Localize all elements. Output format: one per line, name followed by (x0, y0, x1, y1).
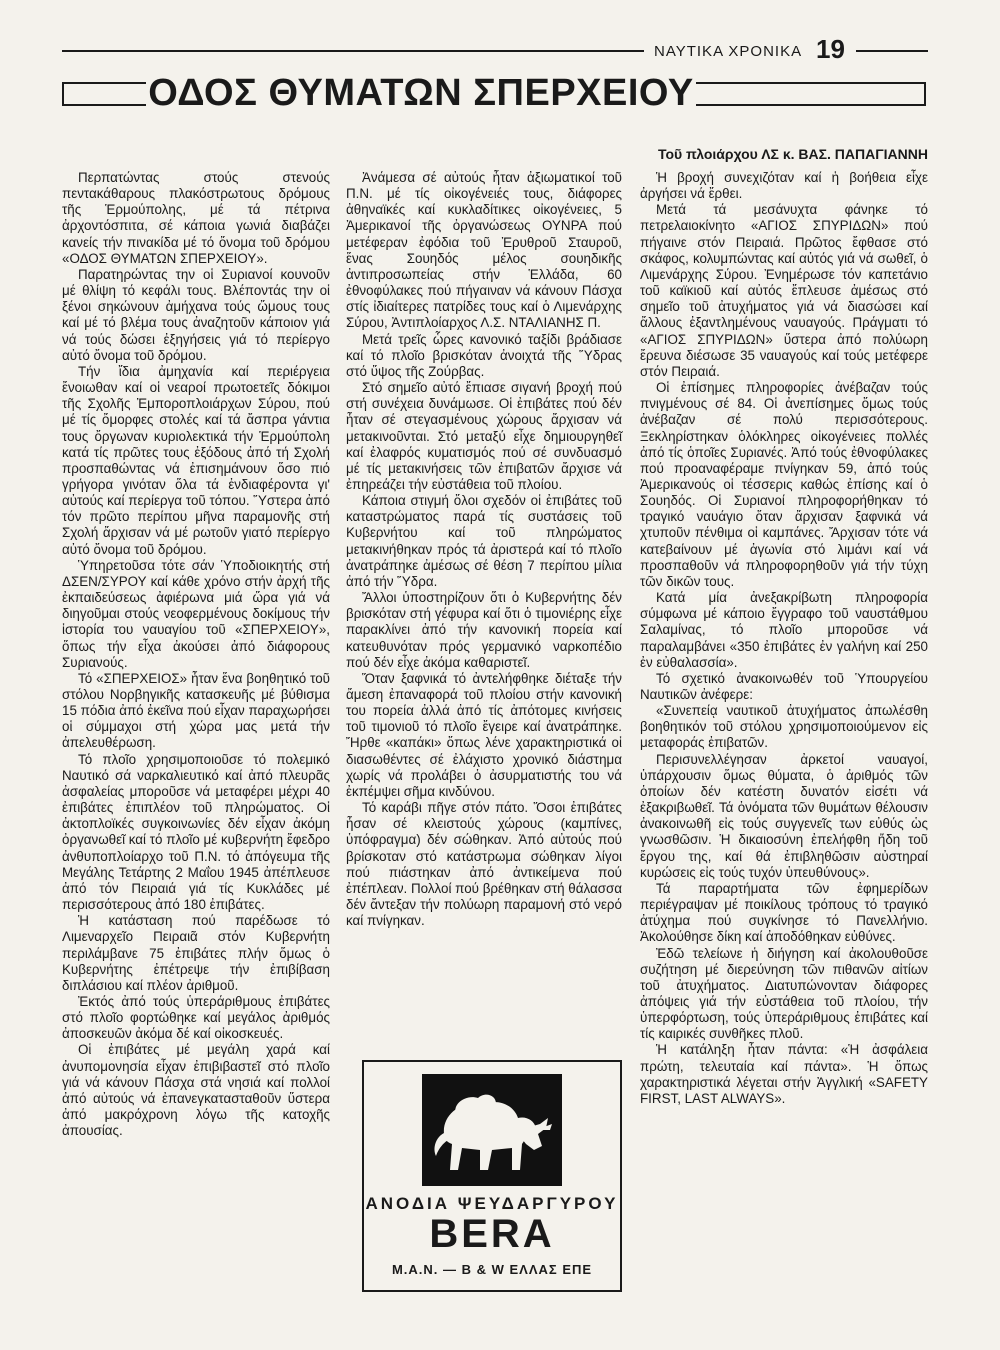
article-column-2 (346, 170, 622, 929)
paragraph: Μετά τά μεσάνυχτα φάνηκε τό πετρελαιοκίνητο «ΑΓΙΟΣ ΣΠΥΡΙΔΩΝ» πού πήγαινε στόν Πειραιά. Πρῶτος ἔφθασε στό σκάφος, κολυμπώντας καί αὐτός γιά νά σωθεῖ, ὁ Λιμενάρχης Σύρου. Ἐνημέρωσε τόν καπετάνιο τοῦ καϊκιοῦ καί αὐτός ἔπλευσε ἀμέσως στό σημεῖο τοῦ ἀτυχήματος γιά νά διασώσει καί ἄλλους ἐξαντλημένους ναυαγούς. Πράγματι τό «ΑΓΙΟΣ ΣΠΥΡΙΔΩΝ» ὕστερα ἀπό πολύωρη ἔρευνα διέσωσε 35 ναυαγούς καί τούς μετέφερε στόν Πειραιά. (640, 202, 928, 379)
paragraph: Τό σχετικό ἀνακοινωθέν τοῦ Ὑπουργείου Ναυτικῶν ἀνέφερε: (640, 670, 928, 702)
paragraph: Τό καράβι πῆγε στόν πάτο. Ὅσοι ἐπιβάτες ἦσαν σέ κλειστούς χώρους (καμπίνες, ὑπόφραγμα) δέν σώθηκαν. Ἀπό αὐτούς πού βρίσκοταν στό κατάστρωμα σώθηκαν λίγοι πού πιάστηκαν ἀπό ἀντικείμενα πού ἐπέπλεαν. Πολλοί πού βρέθηκαν στή θάλασσα δέν ἄντεξαν τήν πολύωρη παραμονή στό νερό καί πνίγηκαν. (346, 800, 622, 929)
paragraph: Ἡ βροχή συνεχιζόταν καί ἡ βοήθεια εἶχε ἀργήσει νά ἔρθει. (640, 170, 928, 202)
ad-brand-name: BERA (429, 1212, 555, 1256)
paragraph: Ὑπηρετοῦσα τότε σάν Ὑποδιοικητής στή ΔΣΕΝ/ΣΥΡΟΥ καί κάθε χρόνο στήν ἀρχή τῆς ἐκπαιδεύσεως ἀφιέρωνα μιά ὥρα γιά νά διηγοῦμαι στούς νεοφερμένους δοκίμους τήν ἱστορία του ναυαγίου τοῦ «ΣΠΕΡΧΕΙΟΥ», ὅπως τήν εἶχα ἀκούσει ἀπό διάφορους Συριανούς. (62, 557, 330, 670)
magazine-name: ΝΑΥΤΙΚΑ ΧΡΟΝΙΚΑ (654, 43, 803, 60)
paragraph: Ὅταν ξαφνικά τό ἀντελήφθηκε διέταξε τήν ἄμεση ἐπαναφορά τοῦ πλοίου στήν κανονική του πορεία ἀλλά ἀπό τίς ἀπότομες κινήσεις τοῦ τιμονιοῦ τό πλοῖο ἔγειρε καί ἀνατράπηκε. Ἤρθε «καπάκι» ὅπως λένε χαρακτηριστικά οἱ διασωθέντες σέ ἐλάχιστο χρονικό διάστημα χωρίς νά προλάβει ὁ ἀσυρματιστής του νά ἐκπέμψει σῆμα κινδύνου. (346, 670, 622, 799)
paragraph: Μετά τρεῖς ὧρες κανονικό ταξίδι βράδιασε καί τό πλοῖο βρισκόταν ἀνοιχτά τῆς Ὕδρας στό ὕψος τῆς Ζούρβας. (346, 331, 622, 379)
article-column-3 (640, 170, 928, 1107)
paragraph: Οἱ ἐπιβάτες μέ μεγάλη χαρά καί ἀνυπομονησία εἶχαν ἐπιβιβαστεῖ στό πλοῖο γιά νά κάνουν Πάσχα στά νησιά καί πολλοί ἀπό αὐτούς νά ἐπανεγκατασταθοῦν ὕστερα ἀπό μακρόχρονη λόγω τῆς κατοχῆς ἀπουσίας. (62, 1042, 330, 1139)
paragraph: Τό πλοῖο χρησιμοποιοῦσε τό πολεμικό Ναυτικό σά ναρκαλιευτικό καί ἀπό πλευρᾶς ἀσφαλείας μποροῦσε νά μεταφέρει μέχρι 40 ἐπιβάτες ἐπιπλέον τοῦ πληρώματος. Οἱ ἀκτοπλοϊκές συγκοινωνίες δέν εἶχαν ἀκόμη ὀργανωθεῖ καί τό πλοῖο μέ κυβερνήτη ἔφεδρο ἀνθυποπλοίαρχο τοῦ Π.Ν. τό ἀπόγευμα τῆς Μεγάλης Τετάρτης 2 Μαΐου 1945 ἀπέπλευσε ἀπό τόν Πειραιά γιά τίς Κυκλάδες μέ περισσότερους ἀπό 180 ἐπιβάτες. (62, 751, 330, 913)
paragraph: Ἐδῶ τελείωνε ἡ διήγηση καί ἀκολουθοῦσε συζήτηση μέ διερεύνηση τῶν πιθανῶν αἰτίων τοῦ ἀτυχήματος. Διατυπώνονταν διάφορες ἀπόψεις γιά τήν εὐστάθεια τοῦ πλοίου, τήν ὑπερφόρτωση, τούς ὑπεράριθμους ἐπιβάτες καί τίς καιρικές συνθῆκες πλοῦ. (640, 945, 928, 1042)
paragraph: Οἱ ἐπίσημες πληροφορίες ἀνέβαζαν τούς πνιγμένους σέ 84. Οἱ ἀνεπίσημες ὅμως τούς ἀνέβαζαν σέ πολύ περισσότερους. Ξεκληρίστηκαν ὁλόκληρες οἰκογένειες πολλές ἀπό τίς ὁποῖες Συριανές. Ἀπό τούς ἐθνοφύλακες πού προαναφέραμε πνίγηκαν 59, ἀπό τούς Ἀμερικανούς οἱ τέσσερις καθώς ἐπίσης καί ὁ Σουηδός. Οἱ Συριανοί πληροφορήθηκαν τό τραγικό ναυάγιο ὅταν ἄρχισαν ξαφνικά νά χτυποῦν πένθιμα οἱ καμπάνες. Ἄρχισαν τότε νά κατεβαίνουν μέ ἀγωνία στό λιμάνι καί νά προσπαθοῦν νά πληροφορηθοῦν γιά τήν τύχη τῶν δικῶν τους. (640, 380, 928, 589)
ad-company-name: Μ.Α.Ν. — Β & W ΕΛΛΑΣ ΕΠΕ (391, 1262, 593, 1277)
paragraph: Τά παραρτήματα τῶν ἐφημερίδων περιέγραψαν μέ ποικίλους τρόπους τό τραγικό ἀτύχημα πού συγκίνησε τό Πανελλήνιο. Ἀκολούθησε δίκη καί ἀποδόθηκαν εὐθύνες. (640, 880, 928, 945)
paragraph: Ἐκτός ἀπό τούς ὑπεράριθμους ἐπιβάτες στό πλοῖο φορτώθηκε καί μεγάλος ἀριθμός ἀποσκευῶν ἀκόμα δέ καί οἰκοσκευές. (62, 993, 330, 1042)
page-header (62, 34, 928, 70)
paragraph: Ἡ κατάσταση πού παρέδωσε τό Λιμεναρχεῖο Πειραιᾶ στόν Κυβερνήτη περιλάμβανε 75 ἐπιβάτες πλήν ὅμως ὁ Κυβερνήτης ἐπέτρεψε τήν ἐπιβίβαση διπλάσιου καί πλέον ἀριθμοῦ. (62, 913, 330, 993)
lion-and-bull-logo-icon (422, 1074, 562, 1186)
paragraph: «Συνεπείᾳ ναυτικοῦ ἀτυχήματος ἀπωλέσθη βοηθητικόν τοῦ στόλου χρησιμοποιούμενον εἰς μεταφοράς ἐπιβατῶν. (640, 703, 928, 751)
article-title-banner (62, 72, 928, 118)
paragraph: Ἡ κατάληξη ἦταν πάντα: «Ἡ ἀσφάλεια πρώτη, τελευταία καί πάντα». Ἡ ὅπως χαρακτηριστικά λέγεται στήν Ἀγγλική «SAFETY FIRST, LAST ALWAYS». (640, 1042, 928, 1106)
article-column-1 (62, 170, 330, 1139)
header-rule-right (856, 50, 928, 52)
title-frame-right (696, 82, 926, 106)
paragraph: Παρατηρώντας την οἱ Συριανοί κουνοῦν μέ θλίψη τό κεφάλι τους. Βλέποντάς την οἱ ξένοι σηκώνουν ἀμήχανα τούς ὤμους τους καί μέ τό βλέμα τους ἀναζητοῦν κάποιον γιά νά τούς δώσει ἐξηγήσεις γιά τό περίεργο αὐτό ὄνομα τοῦ δρόμου. (62, 266, 330, 363)
paragraph: Ἀνάμεσα σέ αὐτούς ἦταν ἀξιωματικοί τοῦ Π.Ν. μέ τίς οἰκογένειές τους, διάφορες ἀθηναϊκές καί κυκλαδίτικες οἰκογένειες, 5 Ἀμερικανοί τῆς ὀργανώσεως ΟΥΝΡΑ πού μετέφεραν ἐφόδια τοῦ Ἐρυθροῦ Σταυροῦ, ἕνας Σουηδός μέλος σουηδικῆς ἀντιπροσωπείας στήν Ἑλλάδα, 60 ἐθνοφύλακες πού πήγαιναν νά κάνουν Πάσχα στίς ἰδιαίτερες πατρίδες τους καί ὁ Λιμενάρχης Σύρου, Ἀντιπλοίαρχος Λ.Σ. ΝΤΑΛΙΑΝΗΣ Π. (346, 170, 622, 331)
bera-advertisement (362, 1060, 622, 1292)
paragraph: Περισυνελλέγησαν ἀρκετοί ναυαγοί, ὑπάρχουσιν ὅμως θύματα, ὁ ἀριθμός τῶν ὁποίων δέν κατέστη δυνατόν εἰσέτι νά ἐξακριβωθεῖ. Τά ὀνόματα τῶν θυμάτων θέλουσιν ἀνακοινωθῆ εἰς τούς συγγενεῖς των εὐθύς ὡς γνωσθῶσιν. Ἡ δικαιοσύνη ἐπελήφθη ἤδη τοῦ ἔργου της, καί θά ἐπιβληθῶσιν αὐστηραί κυρώσεις εἰς τούς τυχόν ὑπευθύνους». (640, 751, 928, 880)
article-title: ΟΔΟΣ ΘΥΜΑΤΩΝ ΣΠΕΡΧΕΙΟΥ (146, 72, 696, 114)
title-frame-left (62, 82, 146, 106)
paragraph: Τήν ἴδια ἀμηχανία καί περιέργεια ἔνοιωθαν καί οἱ νεαροί πρωτοετεῖς δόκιμοι τῆς Σχολῆς Ἐμποροπλοιάρχων Σύρου, πού μέ τίς ὄμορφες στολές καί τά ἄσπρα γάντια τους ὄργωναν κυριολεκτικά τήν Ἑρμούπολη κατά τίς πρῶτες τους ἐξόδους ἀπό τή Σχολή προσπαθώντας νά ἐπισημάνουν ὅσο πιό γρήγορα γινόταν ὅλα τά ἐνδιαφέροντα γι' αὐτούς καί περίεργα τοῦ τόπου. Ὕστερα ἀπό τόν πρῶτο περίπου μῆνα παραμονῆς στή Σχολή ἄρχισαν νά μέ ρωτοῦν γιατό περίεργο αὐτό ὄνομα τοῦ δρόμου. (62, 363, 330, 557)
paragraph: Κάποια στιγμή ὅλοι σχεδόν οἱ ἐπιβάτες τοῦ καταστρώματος παρά τίς συστάσεις τοῦ Κυβερνήτου καί τοῦ πληρώματος μετακινήθηκαν πρός τά ἀριστερά καί τό πλοῖο ἀνατράπηκε ἀμέσως σέ θέση 7 περίπου μίλια ἀπό τήν Ὕδρα. (346, 493, 622, 589)
paragraph: Τό «ΣΠΕΡΧΕΙΟΣ» ἦταν ἕνα βοηθητικό τοῦ στόλου Νορβηγικῆς κατασκευῆς μέ βύθισμα 15 πόδια ἀπό ἐκεῖνα πού εἶχαν παραχωρήσει οἱ σύμμαχοι στή χώρα μας μετά τήν ἀπελευθέρωση. (62, 670, 330, 751)
page-number: 19 (816, 34, 845, 64)
paragraph: Στό σημεῖο αὐτό ἔπιασε σιγανή βροχή πού στή συνέχεια δυνάμωσε. Οἱ ἐπιβάτες πού δέν ἦταν σέ στεγασμένους χώρους ἄρχισαν νά μετακινοῦνται. Στό μεταξύ εἶχε δημιουργηθεῖ καί ἐλαφρός κυματισμός πού σέ συνδυασμό μέ τίς μετακινήσεις τῶν ἐπιβατῶν ἄρχισε νά ἐπηρεάζει τήν εὐστάθεια τοῦ πλοίου. (346, 380, 622, 492)
header-rule-left (62, 50, 644, 52)
paragraph: Ἄλλοι ὑποστηρίζουν ὅτι ὁ Κυβερνήτης δέν βρισκόταν στή γέφυρα καί ὅτι ὁ τιμονιέρης εἶχε παρακλίνει ἀπό τήν κανονική πορεία καί κατευθυνόταν πρός γερμανικό ναρκοπέδιο πού δέν εἶχε ἀκόμα καθαριστεῖ. (346, 590, 622, 670)
paragraph: Περπατώντας στούς στενούς πεντακάθαρους πλακόστρωτους δρόμους τῆς Ἑρμούπολης, μέ τά πέτρινα ἀρχοντόσπιτα, σέ κάποια γωνιά διαβάζει κανείς τήν πινακίδα μέ τό ὄνομα τοῦ δρόμου «ΟΔΟΣ ΘΥΜΑΤΩΝ ΣΠΕΡΧΕΙΟΥ». (62, 170, 330, 266)
article-byline: Τοῦ πλοιάρχου ΛΣ κ. ΒΑΣ. ΠΑΠΑΓΙΑΝΝΗ (657, 146, 928, 162)
paragraph: Κατά μία ἀνεξακρίβωτη πληροφορία σύμφωνα μέ κάποιο ἔγγραφο τοῦ ναυστάθμου Σαλαμίνας, τό πλοῖο μποροῦσε νά παραλαμβάνει «350 ἐπιβάτες ἐν γαλήνη καί 250 ἐν εὐθαλασσία». (640, 590, 928, 670)
ad-tagline: ΑΝΟΔΙΑ ΨΕΥΔΑΡΓΥΡΟΥ (365, 1194, 619, 1213)
